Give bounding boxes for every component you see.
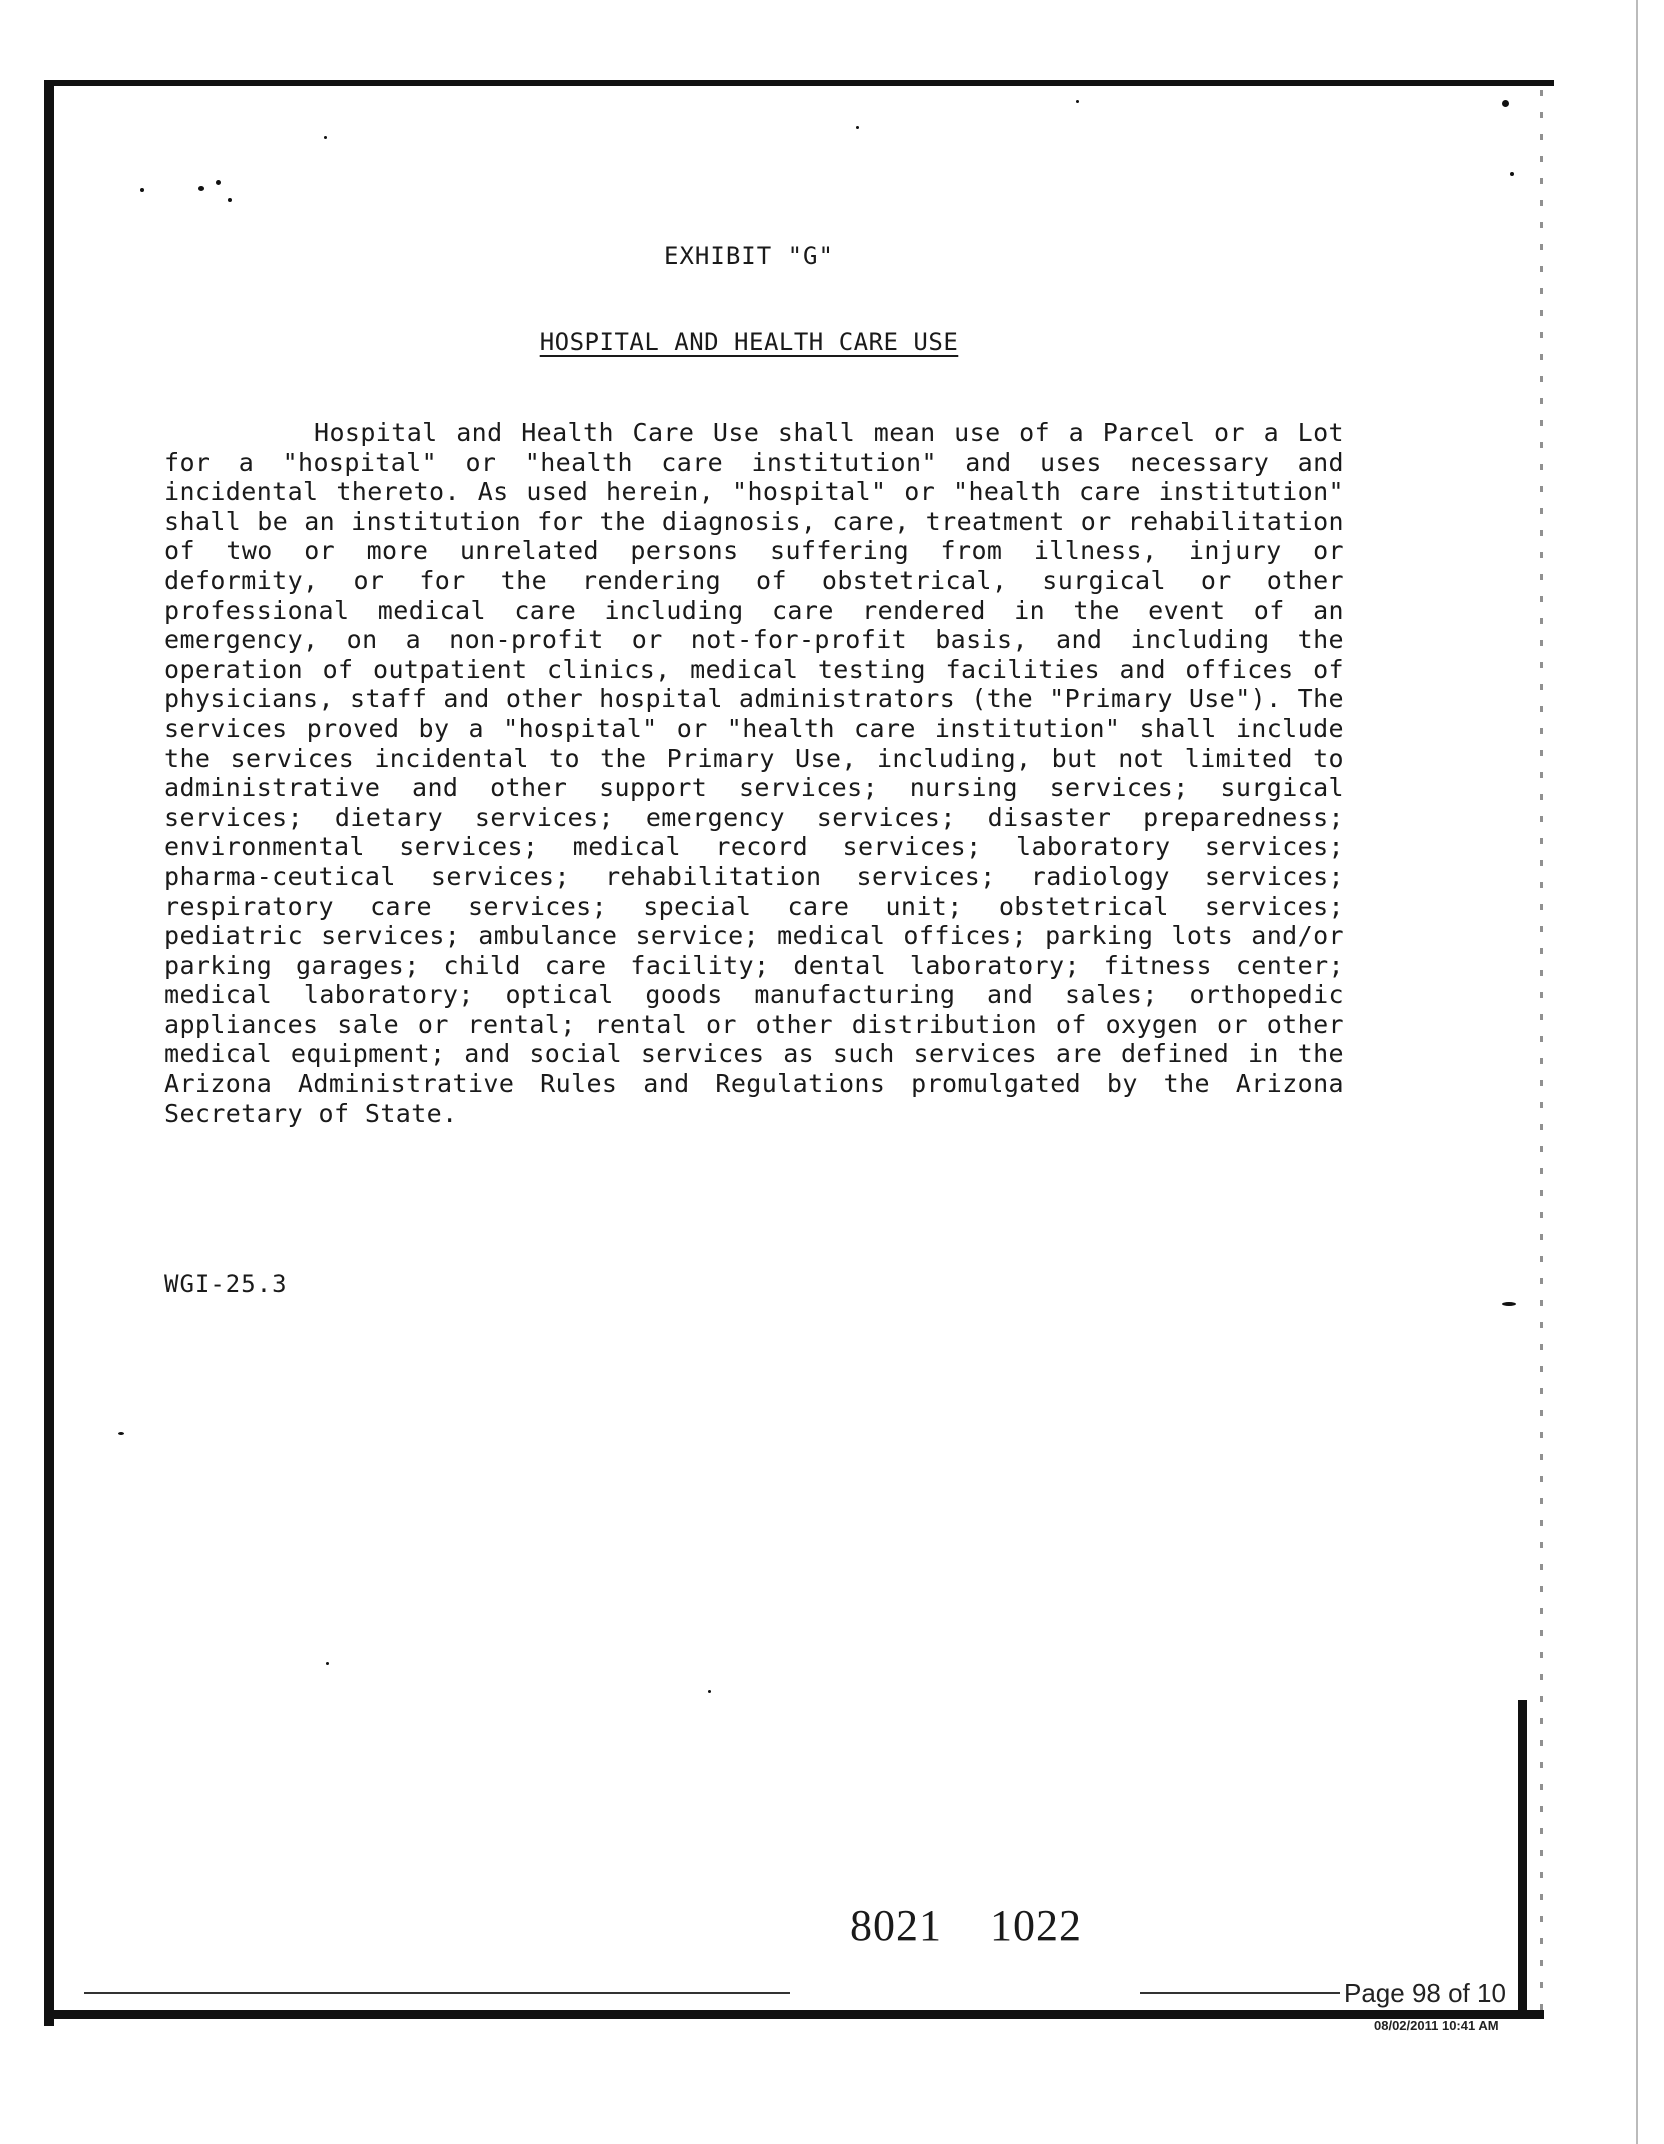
page-counter: Page 98 of 10: [1344, 1978, 1506, 2008]
body-paragraph: Hospital and Health Care Use shall mean use of a Parcel or a Lot for a "hospital" or "health care institution" and uses necessary and incidental thereto. As used herein, "hospital" or "health care institution" shall be an institution for the diagnosis, care, treatment or rehabilitation of two or more unrelated persons suffering from illness, injury or deformity, or for the rendering of obstetrical, surgical or other professional medical care including care rendered in the event of an emergency, on a non-profit or not-for-profit basis, and including the operation of outpatient clinics, medical testing facilities and offices of physicians, staff and other hospital administrators (the "Primary Use"). The services proved by a "hospital" or "health care institution" shall include the services incidental to the Primary Use, including, but not limited to administrative and other support services; nursing services; surgical services; dietary services; emergency services; disaster preparedness; environmental services; medical record services; laboratory services; pharma-ceutical services; rehabilitation services; radiology services; respiratory care services; special care unit; obstetrical services; pediatric services; ambulance service; medical offices; parking lots and/or parking garages; child care facility; dental laboratory; fitness center; medical laboratory; optical goods manufacturing and sales; orthopedic appliances sale or rental; rental or other distribution of oxygen or other medical equipment; and social services as such services are defined in the Arizona Administrative Rules and Regulations promulgated by the Arizona Secretary of State.: [164, 418, 1344, 1128]
section-heading-text: HOSPITAL AND HEALTH CARE USE: [539, 328, 959, 356]
scan-border-bottom: [44, 2010, 1544, 2019]
document-code: WGI-25.3: [164, 1270, 288, 1298]
scan-border-left: [44, 80, 54, 2026]
scan-speck: [118, 1432, 124, 1435]
scan-speck: [326, 1662, 329, 1665]
scan-speck: [856, 126, 859, 129]
scan-speck: [324, 136, 327, 139]
scan-speck: [708, 1690, 711, 1693]
scan-speck: [140, 188, 144, 192]
scan-speck: [198, 186, 204, 191]
scan-border-top: [44, 80, 1554, 86]
book-number: 8021: [850, 1901, 942, 1950]
scan-speck: [228, 198, 232, 202]
footer-rule-left: [64, 1992, 790, 1994]
scan-speck: [1502, 1302, 1516, 1306]
scan-speck: [1076, 100, 1079, 103]
scan-border-right-edge: [1540, 90, 1543, 2010]
scan-border-right-bar: [1518, 1700, 1527, 2010]
scan-margin-line: [1636, 0, 1638, 2144]
scan-speck: [216, 180, 221, 185]
section-heading: [0, 328, 1498, 356]
exhibit-title: EXHIBIT "G": [664, 242, 834, 270]
footer-rule-right: [1140, 1992, 1340, 1994]
scan-speck: [1502, 100, 1509, 107]
timestamp: 08/02/2011 10:41 AM: [1374, 2018, 1499, 2033]
page-number: 1022: [990, 1901, 1082, 1950]
scan-speck: [1510, 172, 1514, 176]
recording-stamp: [850, 1900, 1082, 1951]
